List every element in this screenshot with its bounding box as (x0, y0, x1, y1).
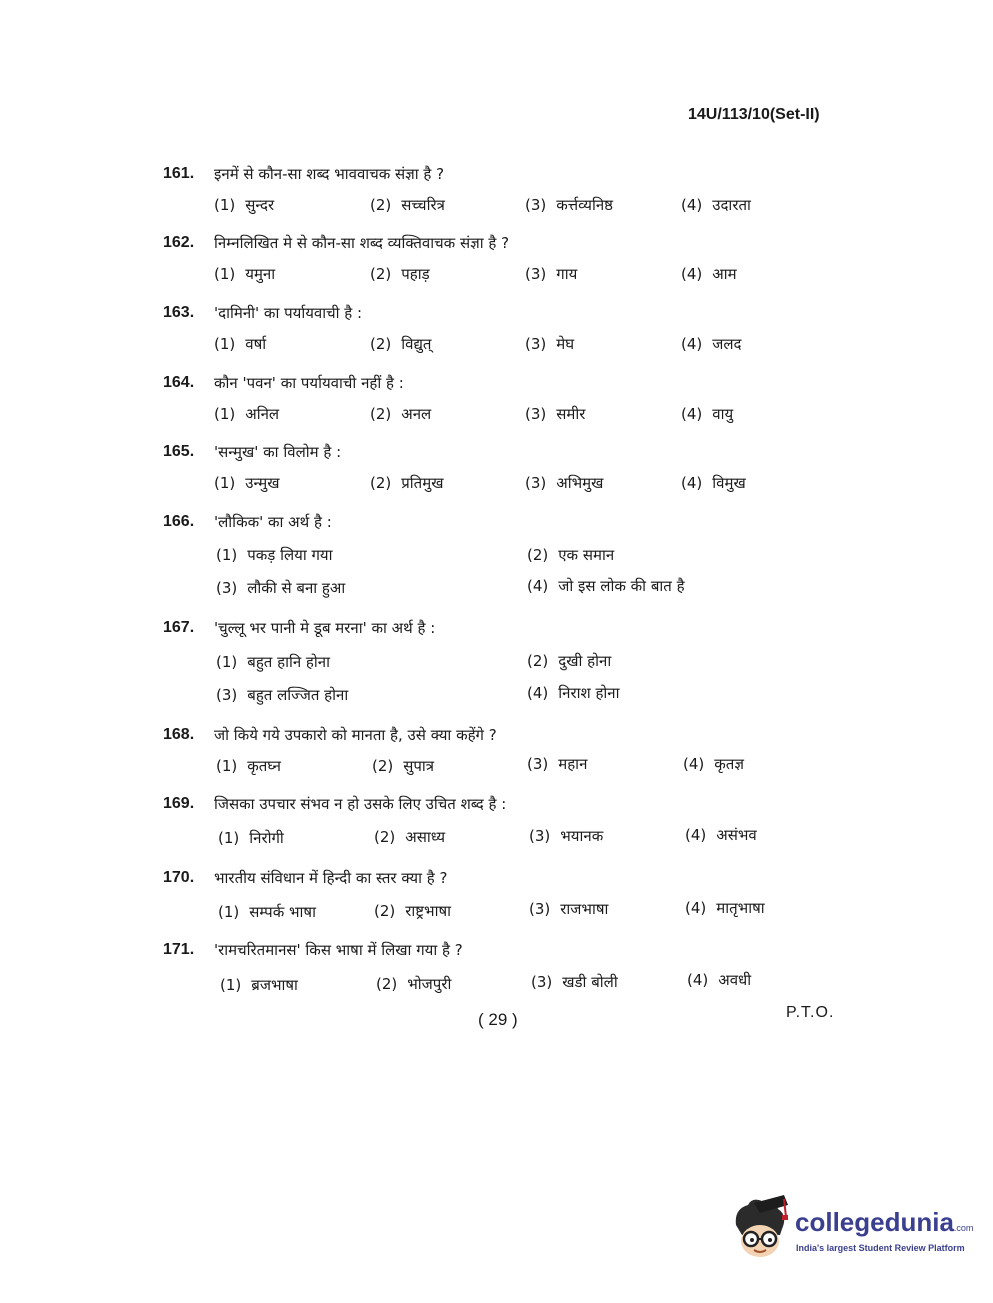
option-3: (3) समीर (525, 405, 586, 423)
question-number: 171. (163, 941, 195, 958)
option-3: (3) भयानक (529, 827, 604, 845)
question-number: 168. (163, 726, 195, 743)
option-1: (1) कृतघ्न (216, 757, 281, 775)
option-1: (1) बहुत हानि होना (216, 653, 330, 671)
option-3: (3) मेघ (525, 335, 575, 353)
question-number: 162. (163, 234, 195, 251)
logo-wordmark: collegedunia.com (795, 1207, 974, 1237)
question-number: 169. (163, 795, 195, 812)
collegedunia-logo (730, 1195, 974, 1270)
option-4: (4) उदारता (681, 196, 751, 214)
question-number: 164. (163, 374, 195, 391)
question-text: इनमें से कौन-सा शब्द भाववाचक संज्ञा है ? (214, 165, 445, 183)
option-3: (3) गाय (525, 265, 578, 283)
question-number: 163. (163, 304, 195, 321)
option-1: (1) पकड़ लिया गया (216, 546, 333, 564)
option-1: (1) यमुना (214, 265, 276, 283)
option-2: (2) सच्चरित्र (370, 196, 445, 214)
option-1: (1) ब्रजभाषा (220, 976, 298, 994)
question-text: कौन 'पवन' का पर्यायवाची नहीं है : (214, 374, 404, 392)
option-2: (2) दुखी होना (527, 652, 612, 670)
option-1: (1) निरोगी (218, 829, 284, 847)
option-1: (1) वर्षा (214, 335, 267, 353)
question-number: 170. (163, 869, 195, 886)
option-3: (3) कर्त्तव्यनिष्ठ (525, 196, 614, 214)
question-text: 'रामचरितमानस' किस भाषा में लिखा गया है ? (214, 941, 463, 959)
option-3: (3) अभिमुख (525, 474, 604, 492)
question-text: 'लौकिक' का अर्थ है : (214, 513, 332, 531)
pto-note: P.T.O. (786, 1004, 835, 1021)
question-text: निम्नलिखित मे से कौन-सा शब्द व्यक्तिवाचक संज्ञा है ? (214, 234, 510, 252)
option-1: (1) उन्मुख (214, 474, 280, 492)
question-text: 'सन्मुख' का विलोम है : (214, 443, 342, 461)
question-text: भारतीय संविधान में हिन्दी का स्तर क्या है ? (214, 869, 448, 887)
option-4: (4) मातृभाषा (685, 899, 765, 917)
option-1: (1) सम्पर्क भाषा (218, 903, 316, 921)
option-1: (1) सुन्दर (214, 196, 275, 214)
option-4: (4) आम (681, 265, 737, 283)
option-3: (3) लौकी से बना हुआ (216, 579, 346, 597)
option-3: (3) बहुत लज्जित होना (216, 686, 349, 704)
option-3: (3) राजभाषा (529, 900, 609, 918)
mascot-icon (730, 1195, 792, 1267)
option-3: (3) महान (527, 755, 588, 773)
option-4: (4) कृतज्ञ (683, 755, 744, 773)
option-2: (2) भोजपुरी (376, 975, 452, 993)
paper-code: 14U/113/10(Set-II) (688, 106, 820, 123)
question-text: 'दामिनी' का पर्यायवाची है : (214, 304, 363, 322)
option-2: (2) विद्युत् (370, 335, 432, 353)
option-4: (4) जलद (681, 335, 742, 353)
option-2: (2) राष्ट्रभाषा (374, 902, 452, 920)
option-2: (2) प्रतिमुख (370, 474, 444, 492)
logo-tagline: India's largest Student Review Platform (796, 1243, 965, 1253)
question-text: जो किये गये उपकारो को मानता है, उसे क्या कहेंगे ? (214, 726, 497, 744)
option-2: (2) सुपात्र (372, 757, 435, 775)
option-4: (4) निराश होना (527, 684, 620, 702)
option-4: (4) अवधी (687, 971, 752, 989)
question-text: जिसका उपचार संभव न हो उसके लिए उचित शब्द है : (214, 795, 507, 813)
option-2: (2) असाध्य (374, 828, 446, 846)
option-1: (1) अनिल (214, 405, 280, 423)
question-text: 'चुल्लू भर पानी मे डूब मरना' का अर्थ है : (214, 619, 436, 637)
option-4: (4) विमुख (681, 474, 746, 492)
question-number: 167. (163, 619, 195, 636)
question-number: 166. (163, 513, 195, 530)
option-2: (2) पहाड़ (370, 265, 430, 283)
option-4: (4) वायु (681, 405, 734, 423)
option-3: (3) खडी बोली (531, 973, 618, 991)
question-number: 165. (163, 443, 195, 460)
question-number: 161. (163, 165, 195, 182)
option-4: (4) जो इस लोक की बात है (527, 577, 685, 595)
option-4: (4) असंभव (685, 826, 757, 844)
page-number: ( 29 ) (478, 1010, 518, 1029)
option-2: (2) एक समान (527, 546, 615, 564)
option-2: (2) अनल (370, 405, 432, 423)
